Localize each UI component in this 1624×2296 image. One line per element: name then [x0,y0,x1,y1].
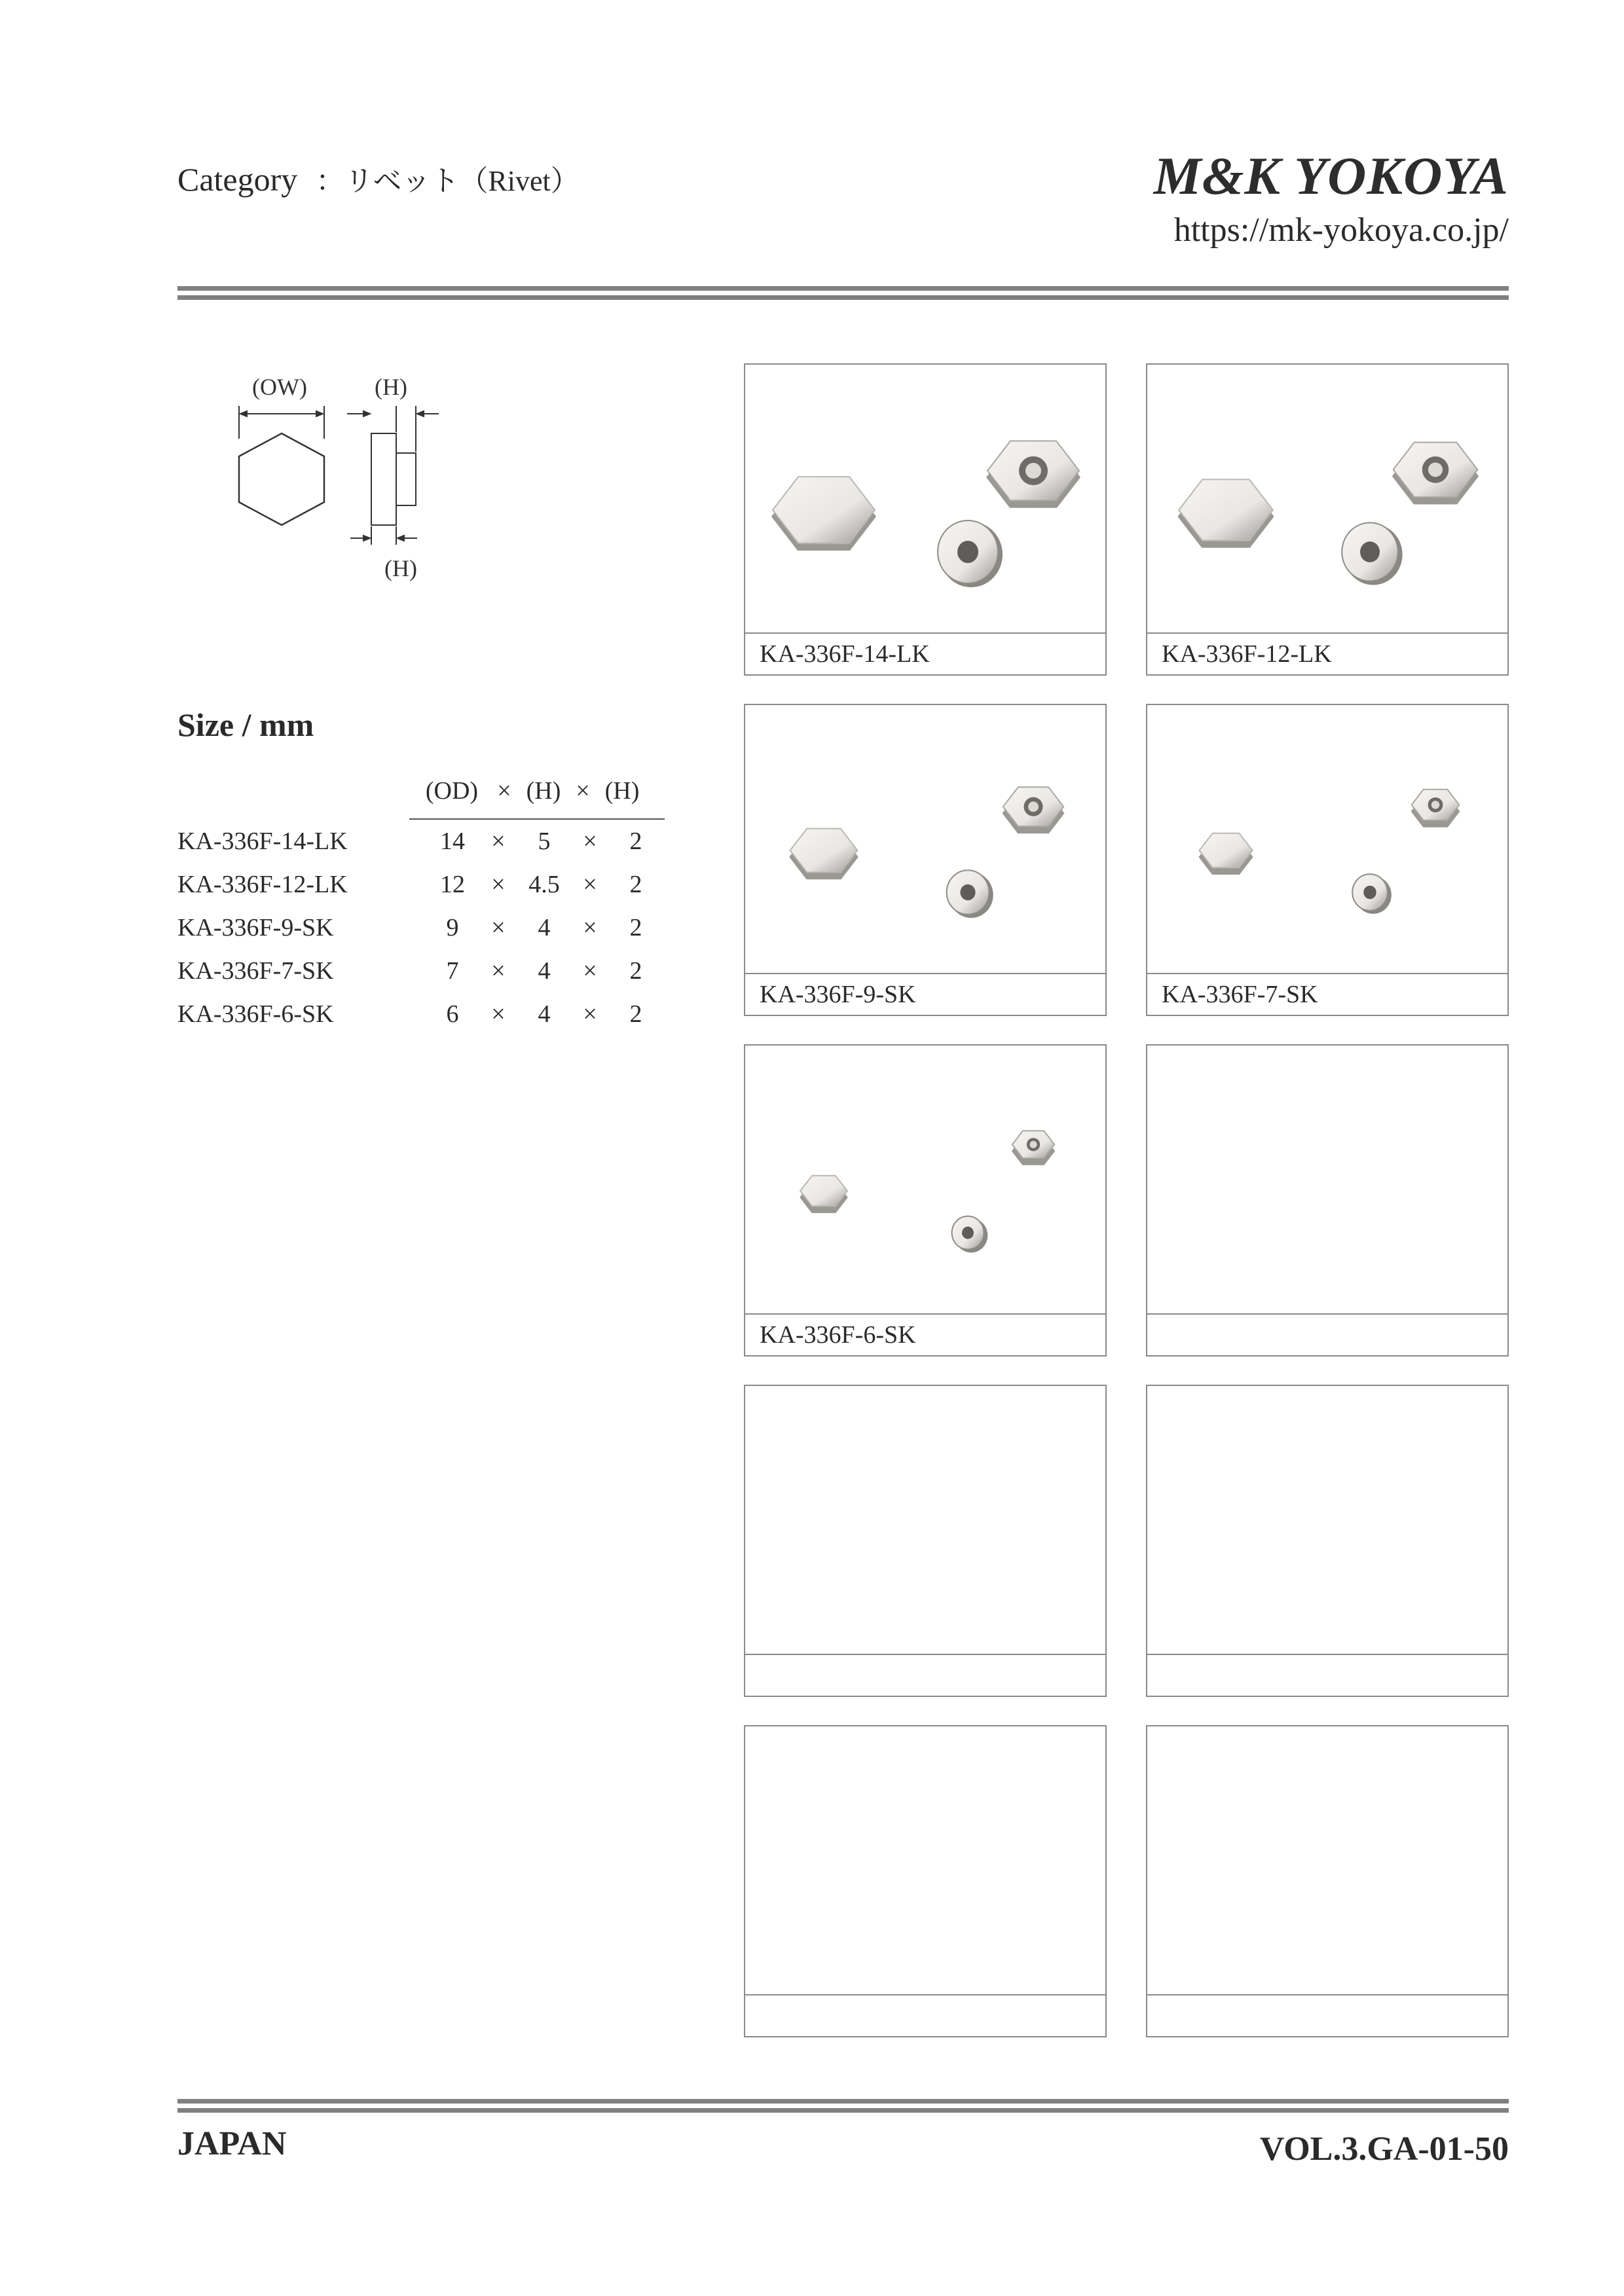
size-row-od: 6 [446,1000,459,1028]
col-times-1: × [497,777,511,805]
product-photo [745,1046,1105,1313]
size-row-od: 12 [440,871,465,898]
h-bottom-label: (H) [384,555,417,581]
size-row-code: KA-336F-7-SK [177,957,334,985]
rivet-dimension-diagram [223,373,458,589]
product-card[interactable] [1146,363,1509,676]
brand-logo: M&K YOKOYA [1153,146,1509,206]
category-value: ：リベット（Rivet） [316,165,580,197]
product-label [1147,1654,1507,1696]
footer-volume-code: VOL.3.GA-01-50 [1259,2130,1509,2168]
product-photo [745,365,1105,632]
size-row-h2: 2 [629,957,642,985]
size-row-h1: 4 [538,957,551,985]
size-row [177,870,675,903]
product-card[interactable] [1146,704,1509,1016]
col-h-header: (H) [526,777,561,805]
product-label: KA-336F-6-SK [745,1313,1105,1355]
empty-product-card [1146,1044,1509,1357]
product-card[interactable] [744,704,1107,1016]
size-row-h1: 4 [538,1000,551,1028]
times-sign: × [583,957,597,985]
times-sign: × [583,871,597,898]
footer-country: JAPAN [177,2125,287,2162]
size-row [177,827,675,860]
empty-photo-area [1147,1046,1507,1313]
product-label: KA-336F-12-LK [1147,632,1507,674]
product-label [1147,1994,1507,2036]
rivet-post-hole-inner [1029,1141,1037,1148]
size-row-od: 7 [446,957,459,985]
product-label: KA-336F-9-SK [745,973,1105,1015]
empty-product-card [744,1725,1107,2037]
empty-photo-area [1147,1726,1507,1994]
rivet-post-hole-inner [1428,462,1443,477]
footer-divider-bottom [177,2108,1509,2113]
times-sign: × [491,1000,506,1028]
size-row [177,913,675,946]
category-label: Category [177,161,298,198]
times-sign: × [491,957,506,985]
size-row-h2: 2 [629,828,642,855]
times-sign: × [583,1000,597,1028]
rivet-base-hole [1363,886,1376,900]
product-label: KA-336F-7-SK [1147,973,1507,1015]
size-table-rule [409,818,665,820]
category-line [177,157,580,199]
size-row-h1: 4.5 [528,871,560,898]
rivet-base-hole [1360,541,1380,562]
size-row-h2: 2 [629,914,642,941]
product-label: KA-336F-14-LK [745,632,1105,674]
website-url[interactable]: https://mk-yokoya.co.jp/ [1173,211,1509,249]
size-row-h2: 2 [629,1000,642,1028]
times-sign: × [491,828,506,855]
size-row-h1: 5 [538,828,551,855]
header-divider-bottom [177,295,1509,300]
rivet-post-hole-inner [1431,801,1439,809]
size-table-header [406,776,668,809]
size-row-code: KA-336F-12-LK [177,871,348,898]
size-row [177,1000,675,1032]
product-card[interactable] [744,363,1107,676]
size-row-h2: 2 [629,871,642,898]
times-sign: × [491,871,506,898]
col-h2-header: (H) [604,777,640,805]
size-row-h1: 4 [538,914,551,941]
product-photo [745,705,1105,973]
size-row [177,957,675,989]
product-photo [1147,705,1507,973]
empty-product-card [1146,1385,1509,1697]
product-label [745,1994,1105,2036]
empty-photo-area [745,1386,1105,1654]
h-top-label: (H) [375,374,407,400]
times-sign: × [583,828,597,855]
empty-product-card [744,1385,1107,1697]
rivet-post-hole-inner [1028,801,1039,812]
product-label [745,1654,1105,1696]
header-divider-top [177,286,1509,291]
size-row-code: KA-336F-9-SK [177,914,334,941]
rivet-base-hole [962,1227,974,1239]
size-row-code: KA-336F-6-SK [177,1000,334,1028]
col-od-header: (OD) [425,777,479,805]
rivet-base-hole [960,884,975,900]
empty-photo-area [1147,1386,1507,1654]
col-times-2: × [576,777,590,805]
size-row-code: KA-336F-14-LK [177,828,348,855]
rivet-base-hole [957,541,978,563]
footer-divider-top [177,2099,1509,2104]
product-card[interactable] [744,1044,1107,1357]
product-label [1147,1313,1507,1355]
size-row-od: 9 [446,914,459,941]
size-heading: Size / mm [177,706,314,743]
empty-product-card [1146,1725,1509,2037]
rivet-post-hole-inner [1025,463,1041,479]
product-photo [1147,365,1507,632]
times-sign: × [491,914,506,941]
size-row-od: 14 [440,828,465,855]
ow-label: (OW) [252,374,307,400]
empty-photo-area [745,1726,1105,1994]
times-sign: × [583,914,597,941]
